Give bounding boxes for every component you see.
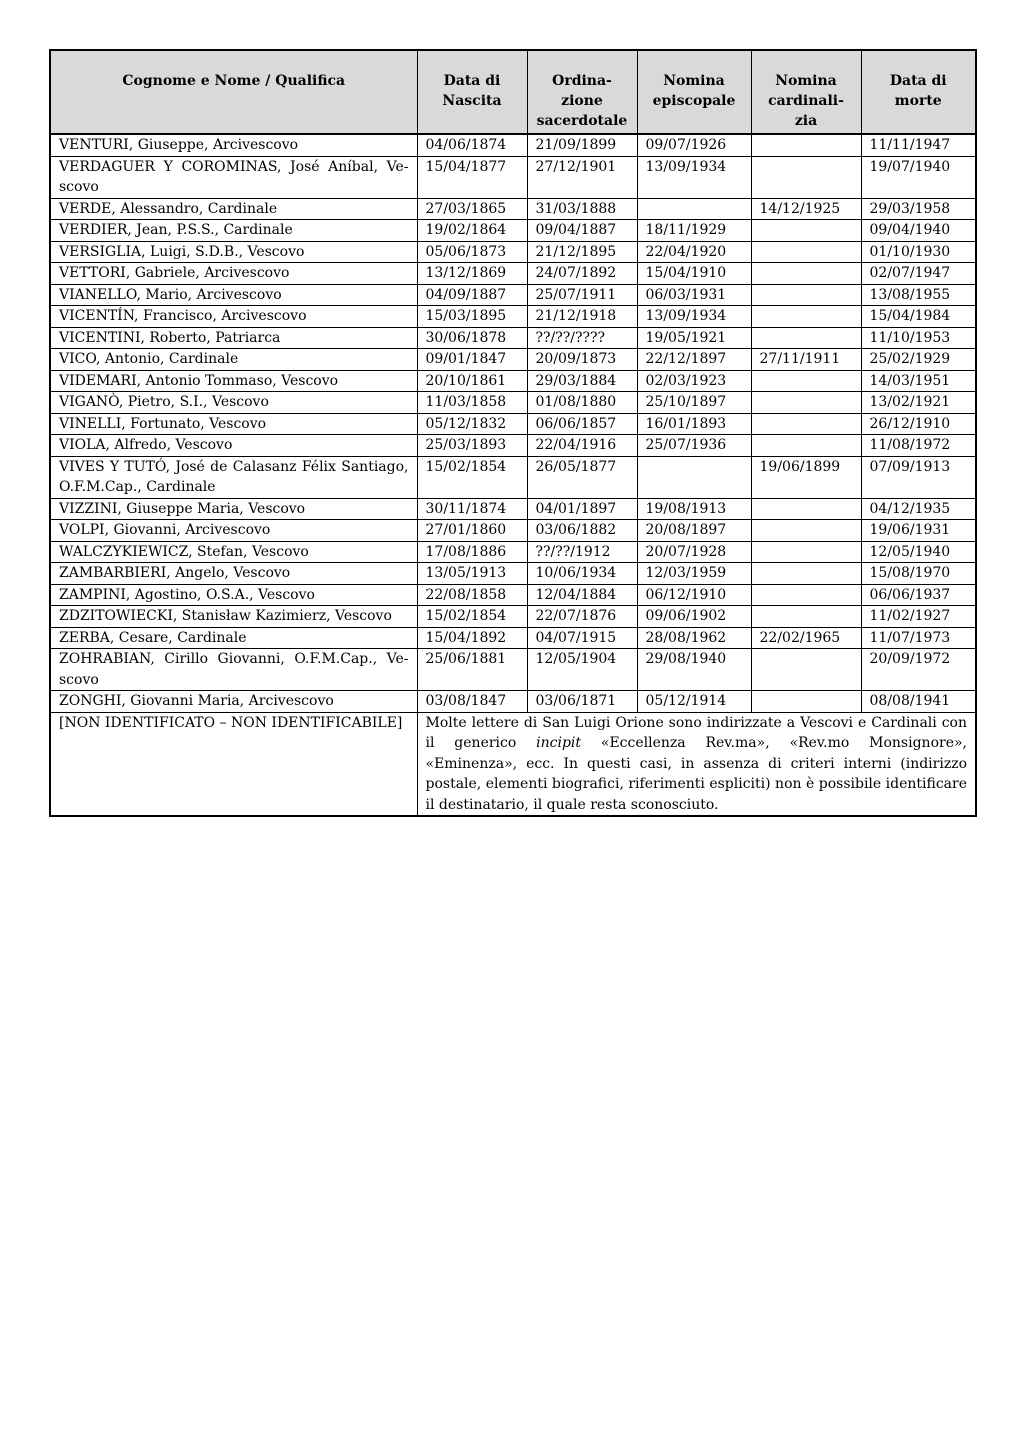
cell-name: VICENTINI, Roberto, Patriarca [50, 327, 417, 349]
cell-birth: 04/06/1874 [417, 134, 527, 156]
table-row [50, 649, 976, 691]
cell-name: ZOHRABIAN, Cirillo Giovanni, O.F.M.Cap., Ve-scovo [50, 649, 417, 691]
cell-ordination: 31/03/1888 [527, 198, 637, 220]
cell-episcopal: 19/05/1921 [637, 327, 751, 349]
cell-death: 09/04/1940 [861, 220, 976, 242]
cell-name: WALCZYKIEWICZ, Stefan, Vescovo [50, 541, 417, 563]
cell-name: ZONGHI, Giovanni Maria, Arcivescovo [50, 691, 417, 713]
cell-episcopal: 06/03/1931 [637, 284, 751, 306]
cell-death: 29/03/1958 [861, 198, 976, 220]
cell-birth: 27/01/1860 [417, 520, 527, 542]
cell-birth: 19/02/1864 [417, 220, 527, 242]
cell-episcopal: 13/09/1934 [637, 156, 751, 198]
cell-cardinal [751, 498, 861, 520]
cell-death: 02/07/1947 [861, 263, 976, 285]
cell-episcopal: 25/07/1936 [637, 435, 751, 457]
cell-episcopal: 19/08/1913 [637, 498, 751, 520]
cell-birth: 09/01/1847 [417, 349, 527, 371]
table-row [50, 584, 976, 606]
cell-birth: 25/06/1881 [417, 649, 527, 691]
cell-birth: 20/10/1861 [417, 370, 527, 392]
cell-cardinal: 22/02/1965 [751, 627, 861, 649]
cell-death: 19/07/1940 [861, 156, 976, 198]
cell-death: 11/08/1972 [861, 435, 976, 457]
cell-death: 04/12/1935 [861, 498, 976, 520]
cell-name: VIANELLO, Mario, Arcivescovo [50, 284, 417, 306]
cell-cardinal [751, 156, 861, 198]
cell-name: ZAMBARBIERI, Angelo, Vescovo [50, 563, 417, 585]
table-row [50, 370, 976, 392]
cell-ordination: 04/01/1897 [527, 498, 637, 520]
cell-death: 06/06/1937 [861, 584, 976, 606]
cell-name: VIZZINI, Giuseppe Maria, Vescovo [50, 498, 417, 520]
cell-birth: 05/12/1832 [417, 413, 527, 435]
header-cardinal: Nomina cardinali- zia [751, 50, 861, 134]
cell-ordination: 21/09/1899 [527, 134, 637, 156]
cell-cardinal [751, 370, 861, 392]
table-row [50, 606, 976, 628]
table-row [50, 327, 976, 349]
cell-ordination: 22/04/1916 [527, 435, 637, 457]
table-row [50, 413, 976, 435]
cell-name: ZERBA, Cesare, Cardinale [50, 627, 417, 649]
header-ordination: Ordina- zione sacerdotale [527, 50, 637, 134]
cell-episcopal: 02/03/1923 [637, 370, 751, 392]
cell-ordination: ??/??/1912 [527, 541, 637, 563]
cell-name: VERSIGLIA, Luigi, S.D.B., Vescovo [50, 241, 417, 263]
cell-ordination: 03/06/1871 [527, 691, 637, 713]
header-name: Cognome e Nome / Qualifica [50, 50, 417, 134]
cell-birth: 17/08/1886 [417, 541, 527, 563]
cell-cardinal [751, 241, 861, 263]
cell-episcopal: 09/06/1902 [637, 606, 751, 628]
cell-cardinal: 19/06/1899 [751, 456, 861, 498]
cell-cardinal: 27/11/1911 [751, 349, 861, 371]
cell-birth: 15/04/1877 [417, 156, 527, 198]
cell-death: 15/04/1984 [861, 306, 976, 328]
table-row [50, 392, 976, 414]
cell-cardinal [751, 413, 861, 435]
cell-name: VENTURI, Giuseppe, Arcivescovo [50, 134, 417, 156]
cell-ordination: 04/07/1915 [527, 627, 637, 649]
cell-ordination: 06/06/1857 [527, 413, 637, 435]
cell-cardinal [751, 520, 861, 542]
cell-birth: 03/08/1847 [417, 691, 527, 713]
cell-death: 19/06/1931 [861, 520, 976, 542]
cell-cardinal [751, 134, 861, 156]
cell-ordination: 12/04/1884 [527, 584, 637, 606]
cell-ordination: 22/07/1876 [527, 606, 637, 628]
cell-cardinal [751, 435, 861, 457]
cell-name: VIOLA, Alfredo, Vescovo [50, 435, 417, 457]
cell-death: 15/08/1970 [861, 563, 976, 585]
cell-birth: 15/02/1854 [417, 456, 527, 498]
cell-episcopal: 25/10/1897 [637, 392, 751, 414]
cell-cardinal [751, 541, 861, 563]
cell-name: VICENTÍN, Francisco, Arcivescovo [50, 306, 417, 328]
cell-ordination: 01/08/1880 [527, 392, 637, 414]
cell-death: 11/10/1953 [861, 327, 976, 349]
cell-ordination: ??/??/???? [527, 327, 637, 349]
cell-episcopal: 13/09/1934 [637, 306, 751, 328]
cell-name: VERDE, Alessandro, Cardinale [50, 198, 417, 220]
cell-name: VIVES Y TUTÓ, José de Calasanz Félix Santiago, O.F.M.Cap., Cardinale [50, 456, 417, 498]
cell-birth: 13/05/1913 [417, 563, 527, 585]
cell-episcopal: 12/03/1959 [637, 563, 751, 585]
cell-ordination: 21/12/1918 [527, 306, 637, 328]
cell-name: VERDIER, Jean, P.S.S., Cardinale [50, 220, 417, 242]
cell-cardinal [751, 284, 861, 306]
incipit-term: incipit [536, 735, 582, 751]
cell-name: VERDAGUER Y COROMINAS, José Aníbal, Ve-scovo [50, 156, 417, 198]
table-body [50, 134, 976, 816]
table-row [50, 156, 976, 198]
cell-birth: 11/03/1858 [417, 392, 527, 414]
table-row [50, 284, 976, 306]
table-row [50, 220, 976, 242]
cell-ordination: 21/12/1895 [527, 241, 637, 263]
bishops-register-table [49, 49, 977, 817]
table-header-row [50, 50, 976, 134]
cell-episcopal: 29/08/1940 [637, 649, 751, 691]
header-death: Data di morte [861, 50, 976, 134]
cell-death: 11/11/1947 [861, 134, 976, 156]
table-row [50, 241, 976, 263]
table-row [50, 563, 976, 585]
cell-episcopal: 22/12/1897 [637, 349, 751, 371]
table-row [50, 520, 976, 542]
cell-cardinal [751, 606, 861, 628]
cell-death: 20/09/1972 [861, 649, 976, 691]
cell-death: 11/02/1927 [861, 606, 976, 628]
table-row [50, 198, 976, 220]
table-row [50, 498, 976, 520]
cell-death: 07/09/1913 [861, 456, 976, 498]
cell-name: VIGANÒ, Pietro, S.I., Vescovo [50, 392, 417, 414]
cell-cardinal [751, 649, 861, 691]
unidentified-row [50, 712, 976, 816]
table-row [50, 134, 976, 156]
cell-cardinal: 14/12/1925 [751, 198, 861, 220]
cell-birth: 30/06/1878 [417, 327, 527, 349]
cell-ordination: 29/03/1884 [527, 370, 637, 392]
cell-death: 01/10/1930 [861, 241, 976, 263]
cell-death: 25/02/1929 [861, 349, 976, 371]
cell-cardinal [751, 392, 861, 414]
cell-cardinal [751, 327, 861, 349]
cell-ordination: 24/07/1892 [527, 263, 637, 285]
cell-birth: 30/11/1874 [417, 498, 527, 520]
cell-birth: 22/08/1858 [417, 584, 527, 606]
cell-death: 13/08/1955 [861, 284, 976, 306]
table-row [50, 435, 976, 457]
cell-episcopal: 09/07/1926 [637, 134, 751, 156]
cell-ordination: 10/06/1934 [527, 563, 637, 585]
cell-birth: 15/02/1854 [417, 606, 527, 628]
cell-birth: 27/03/1865 [417, 198, 527, 220]
cell-birth: 05/06/1873 [417, 241, 527, 263]
cell-death: 14/03/1951 [861, 370, 976, 392]
cell-episcopal: 15/04/1910 [637, 263, 751, 285]
cell-cardinal [751, 306, 861, 328]
cell-ordination: 12/05/1904 [527, 649, 637, 691]
cell-birth: 15/03/1895 [417, 306, 527, 328]
cell-death: 08/08/1941 [861, 691, 976, 713]
cell-death: 13/02/1921 [861, 392, 976, 414]
table-row [50, 627, 976, 649]
cell-episcopal: 22/04/1920 [637, 241, 751, 263]
table-row [50, 349, 976, 371]
cell-episcopal: 20/07/1928 [637, 541, 751, 563]
cell-cardinal [751, 220, 861, 242]
unidentified-label: [NON IDENTIFICATO – NON IDENTIFICABILE] [50, 712, 417, 816]
cell-cardinal [751, 563, 861, 585]
header-birth: Data di Nascita [417, 50, 527, 134]
cell-ordination: 03/06/1882 [527, 520, 637, 542]
cell-ordination: 25/07/1911 [527, 284, 637, 306]
cell-death: 12/05/1940 [861, 541, 976, 563]
cell-birth: 15/04/1892 [417, 627, 527, 649]
cell-episcopal: 06/12/1910 [637, 584, 751, 606]
cell-episcopal: 16/01/1893 [637, 413, 751, 435]
cell-cardinal [751, 584, 861, 606]
cell-name: ZDZITOWIECKI, Stanisław Kazimierz, Vescovo [50, 606, 417, 628]
cell-episcopal [637, 456, 751, 498]
table-row [50, 456, 976, 498]
cell-name: VETTORI, Gabriele, Arcivescovo [50, 263, 417, 285]
cell-death: 11/07/1973 [861, 627, 976, 649]
table-row [50, 541, 976, 563]
cell-ordination: 26/05/1877 [527, 456, 637, 498]
cell-name: VOLPI, Giovanni, Arcivescovo [50, 520, 417, 542]
cell-ordination: 27/12/1901 [527, 156, 637, 198]
cell-episcopal: 28/08/1962 [637, 627, 751, 649]
header-episcopal: Nomina episcopale [637, 50, 751, 134]
cell-ordination: 20/09/1873 [527, 349, 637, 371]
cell-name: VICO, Antonio, Cardinale [50, 349, 417, 371]
cell-episcopal [637, 198, 751, 220]
table-row [50, 306, 976, 328]
unidentified-note: Molte lettere di San Luigi Orione sono indirizzate a Vescovi e Cardinali con il generico incipit «Eccellenza Rev.ma», «Rev.mo Monsignore», «Eminenza», ecc. In questi casi, in assenza di criteri interni (indirizzo postale, elementi biografici, riferimenti espliciti) non è possibile identificare il destinatario, il quale resta sconosciuto. [417, 712, 976, 816]
cell-episcopal: 18/11/1929 [637, 220, 751, 242]
cell-birth: 25/03/1893 [417, 435, 527, 457]
cell-episcopal: 05/12/1914 [637, 691, 751, 713]
cell-name: ZAMPINI, Agostino, O.S.A., Vescovo [50, 584, 417, 606]
cell-birth: 13/12/1869 [417, 263, 527, 285]
cell-name: VINELLI, Fortunato, Vescovo [50, 413, 417, 435]
table-row [50, 263, 976, 285]
cell-birth: 04/09/1887 [417, 284, 527, 306]
cell-death: 26/12/1910 [861, 413, 976, 435]
cell-cardinal [751, 691, 861, 713]
table-row [50, 691, 976, 713]
cell-name: VIDEMARI, Antonio Tommaso, Vescovo [50, 370, 417, 392]
cell-episcopal: 20/08/1897 [637, 520, 751, 542]
cell-ordination: 09/04/1887 [527, 220, 637, 242]
cell-cardinal [751, 263, 861, 285]
